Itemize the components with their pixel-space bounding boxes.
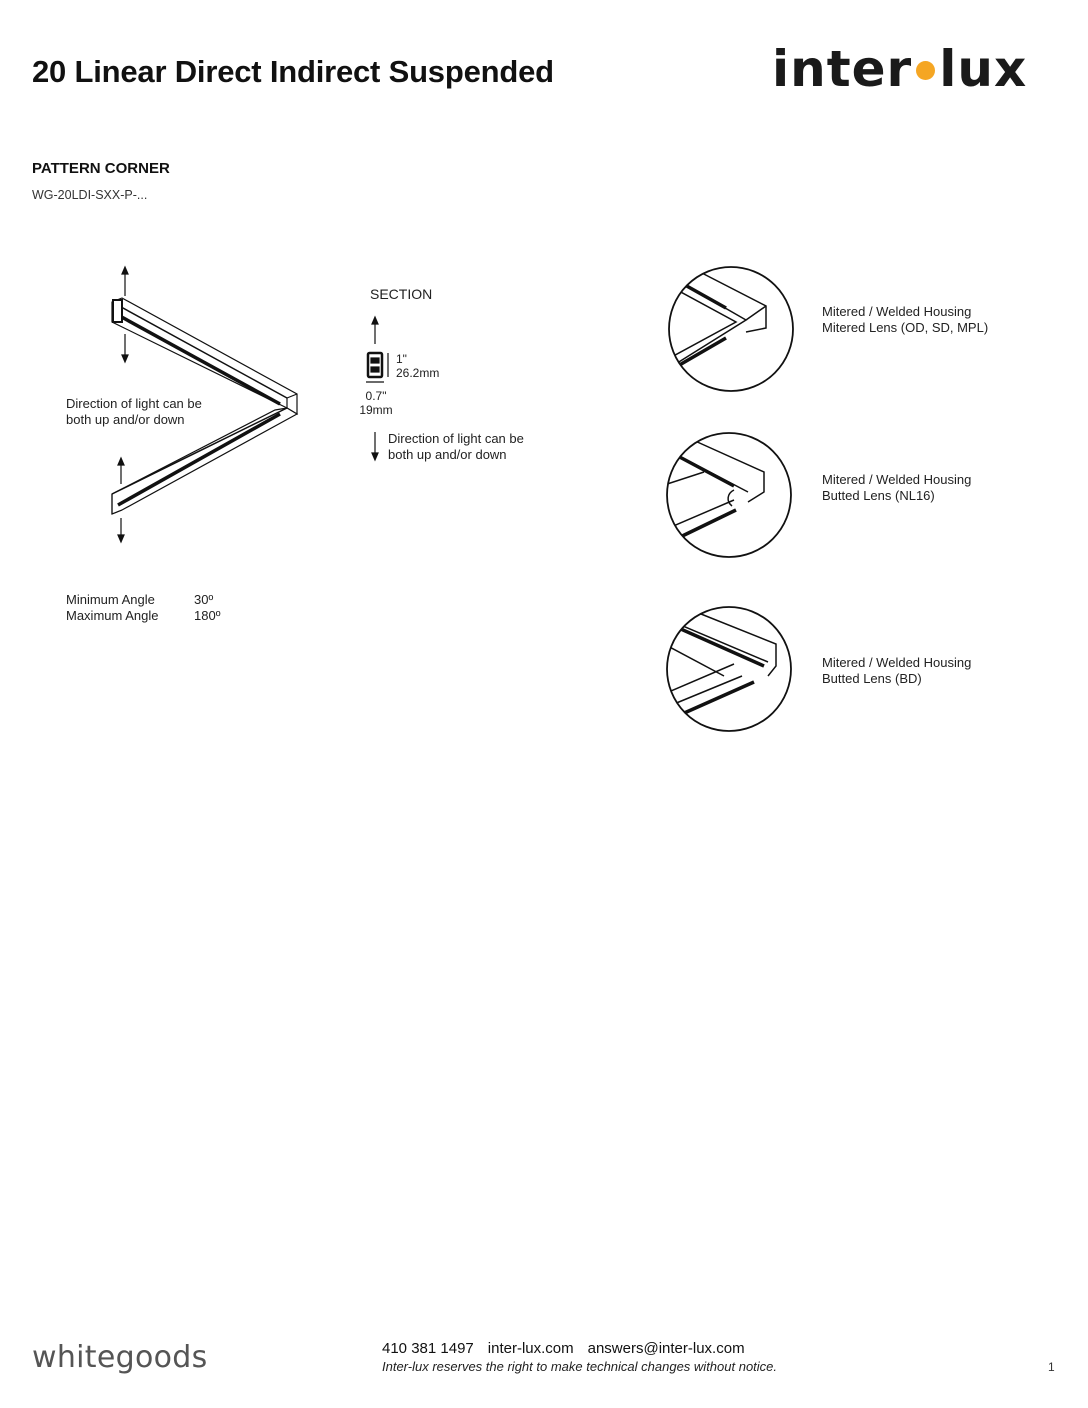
footer-phone[interactable]: 410 381 1497 [382, 1340, 474, 1357]
max-angle-value: 180º [194, 608, 221, 623]
logo-text-left: inter [772, 40, 913, 98]
whitegoods-brand: whitegoods [32, 1340, 208, 1375]
detail-butted-lens-bd-drawing [664, 604, 794, 734]
section-label: SECTION [370, 286, 433, 302]
logo-text-right: lux [939, 40, 1028, 98]
logo-dot-icon [916, 61, 935, 80]
max-angle-label: Maximum Angle [66, 608, 159, 623]
page-number: 1 [1048, 1360, 1055, 1374]
min-angle-value: 30º [194, 592, 214, 607]
footer-disclaimer: Inter-lux reserves the right to make technical changes without notice. [382, 1359, 778, 1374]
detail-butted-lens-nl16-drawing [664, 430, 794, 560]
footer-website[interactable]: inter-lux.com [487, 1340, 574, 1357]
detail-1-label: Mitered / Welded Housing Mitered Lens (OD, SD, MPL) [822, 304, 989, 335]
product-heading: PATTERN CORNER [32, 160, 170, 177]
product-code: WG-20LDI-SXX-P-... [32, 188, 148, 202]
page-title: 20 Linear Direct Indirect Suspended [32, 54, 554, 89]
min-angle-label: Minimum Angle [66, 592, 155, 607]
corner-light-note: Direction of light can be both up and/or down [66, 396, 202, 427]
footer-email[interactable]: answers@inter-lux.com [587, 1340, 745, 1357]
detail-2-label: Mitered / Welded Housing Butted Lens (NL16) [822, 472, 972, 503]
footer-contact [382, 1340, 759, 1357]
section-height: 1" 26.2mm [396, 352, 440, 380]
section-width: 0.7" 19mm [359, 389, 393, 417]
interlux-logo [772, 40, 1027, 98]
detail-3-label: Mitered / Welded Housing Butted Lens (BD) [822, 655, 972, 686]
detail-mitered-lens-drawing [666, 264, 796, 394]
section-light-note: Direction of light can be both up and/or down [388, 431, 524, 462]
angle-table [66, 592, 220, 624]
